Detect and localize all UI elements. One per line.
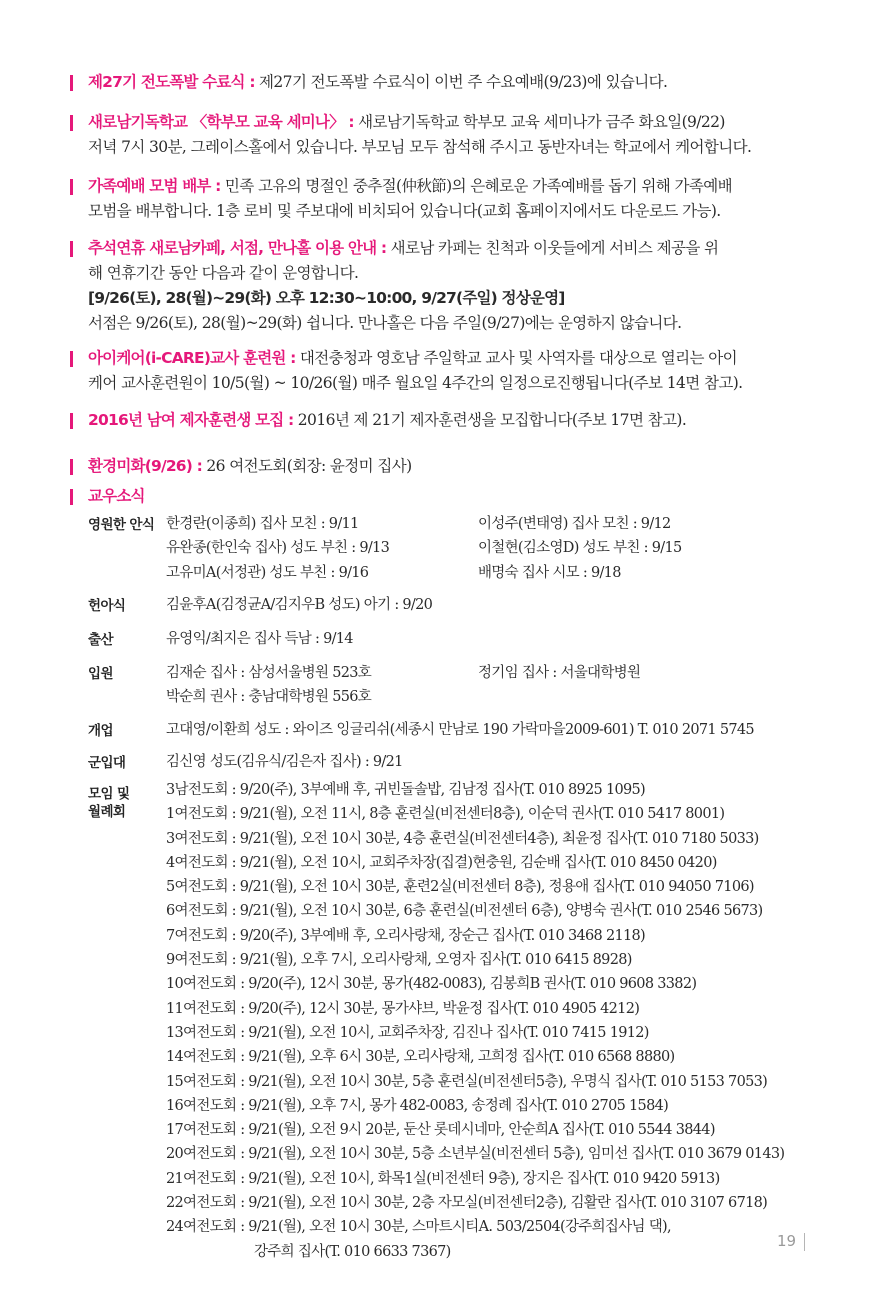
meeting-group-name: 17여전도회 [166, 1122, 237, 1139]
meeting-item [166, 1142, 784, 1166]
meeting-item [166, 875, 784, 899]
meeting-details: : 9/21(월), 오전 10시, 화목1실(비전센터 9층), 장지은 집사(T. 010 9420 5913) [236, 1170, 720, 1187]
dedication-text: 김윤후A(김정균A/김지우B 성도) 아기 : 9/20 [166, 597, 433, 613]
meeting-list [166, 778, 784, 1264]
meeting-group-name: 16여전도회 [166, 1097, 237, 1114]
notice-text: 26 여전도회(회장: 윤정미 집사) [206, 457, 412, 475]
meeting-details: : 9/21(월), 오후 7시, 몽가 482-0083, 송정례 집사(T. 010 2705 1584) [236, 1097, 669, 1114]
notice-parent-seminar [70, 110, 830, 160]
meeting-item [166, 1094, 784, 1118]
meeting-details: : 9/21(월), 오전 10시 30분, 4층 훈련실(비전센터4층), 최윤정 집사(T. 010 7180 5033) [227, 830, 759, 847]
notice-cleaning-duty [70, 454, 830, 479]
opening-text: 고대영/이환희 성도 : 와이즈 잉글리쉬(세종시 만남로 190 가락마을2009-601) T. 010 2071 5745 [166, 722, 754, 738]
meeting-details: : 9/21(월), 오전 10시, 교회주차장, 김진나 집사(T. 010 7415 1912) [236, 1024, 649, 1041]
notice-holiday-operation [70, 236, 830, 336]
notice-family-worship [70, 174, 830, 224]
label-birth: 출산 [88, 632, 113, 648]
meeting-group-name: 1여전도회 [166, 806, 228, 823]
notice-title: 추석연휴 새로남카페, 서점, 만나홀 이용 안내 : [88, 239, 387, 257]
notice-icare-training [70, 346, 830, 396]
meeting-group-name: 3여전도회 [166, 830, 228, 847]
meeting-group-name: 3남전도회 [166, 782, 228, 798]
meeting-details: : 9/21(월), 오전 10시 30분, 훈련2실(비전센터 8층), 정용애 집사(T. 010 94050 7106) [227, 879, 754, 896]
notice-text: 해 연휴기간 동안 다음과 같이 운영합니다. [88, 264, 359, 282]
meeting-group-name: 15여전도회 [166, 1073, 237, 1090]
condolence-right-list [478, 512, 682, 585]
list-item: 박순희 권사 : 충남대학병원 556호 [166, 689, 372, 706]
page-number-divider [804, 1233, 805, 1251]
meeting-item [166, 827, 784, 851]
list-item: 한경란(이종희) 집사 모친 : 9/11 [166, 516, 359, 532]
notice-title: 2016년 남여 제자훈련생 모집 : [88, 411, 294, 429]
meeting-item [166, 851, 784, 875]
meeting-details: : 9/21(월), 오전 9시 20분, 둔산 롯데시네마, 안순희A 집사(T. 010 5544 3844) [236, 1122, 715, 1139]
notice-title: 새로남기독학교 〈학부모 교육 세미나〉 : [88, 113, 354, 131]
meeting-item [166, 1021, 784, 1045]
meeting-item [166, 948, 784, 972]
meeting-item [166, 997, 784, 1021]
label-meetings: 모임 및 월례회 [88, 786, 130, 820]
meeting-details: : 9/20(주), 3부예배 후, 귀빈돌솔밥, 김남정 집사(T. 010 8925 1095) [227, 782, 646, 798]
meeting-group-name: 13여전도회 [166, 1024, 237, 1041]
meeting-details-continued: 강주희 집사(T. 010 6633 7367) [254, 1243, 451, 1260]
meeting-details: : 9/20(주), 12시 30분, 몽가샤브, 박윤정 집사(T. 010 4905 4212) [236, 1000, 640, 1017]
notice-bar [70, 351, 73, 367]
meeting-item [166, 1045, 784, 1069]
meeting-item [166, 972, 784, 996]
notice-bar [70, 413, 73, 429]
notice-text: 케어 교사훈련원이 10/5(월) ~ 10/26(월) 매주 월요일 4주간의 일정으로진행됩니다(주보 14면 참고). [88, 374, 743, 392]
meeting-group-name: 7여전도회 [166, 927, 228, 944]
label-dedication: 헌아식 [88, 598, 126, 614]
notice-bar [70, 179, 73, 195]
meeting-group-name: 20여전도회 [166, 1146, 237, 1163]
notice-bar [70, 115, 73, 131]
birth-text: 유영익/최지은 집사 득남 : 9/14 [166, 631, 353, 647]
meeting-details: : 9/21(월), 오전 10시 30분, 5층 소년부실(비전센터 5층), 임미선 집사(T. 010 3679 0143) [236, 1146, 785, 1163]
meeting-details: : 9/21(월), 오전 10시 30분, 5층 훈련실(비전센터5층), 우명식 집사(T. 010 5153 7053) [236, 1073, 768, 1090]
meeting-item [166, 1070, 784, 1094]
list-item: 이철현(김소영D) 성도 부친 : 9/15 [478, 540, 682, 557]
list-item: 이성주(변태영) 집사 모친 : 9/12 [478, 516, 671, 532]
page-number: 19 [777, 1232, 797, 1250]
meeting-group-name: 9여전도회 [166, 952, 228, 969]
meeting-item [166, 802, 784, 826]
meeting-details: : 9/21(월), 오전 10시 30분, 스마트시티A. 503/2504(강주희집사님 댁), [236, 1219, 671, 1236]
notice-text: 저녁 7시 30분, 그레이스홀에서 있습니다. 부모님 모두 참석해 주시고 동반자녀는 학교에서 케어합니다. [88, 138, 752, 156]
notice-bar [70, 75, 73, 91]
section-member-news [70, 484, 830, 509]
meeting-group-name: 5여전도회 [166, 879, 228, 896]
meeting-item [166, 1118, 784, 1142]
notice-discipleship-recruit [70, 408, 830, 433]
meeting-item [166, 1191, 784, 1215]
meeting-details: : 9/21(월), 오전 10시, 교회주차장(집결)현충원, 김순배 집사(T. 010 8450 0420) [227, 854, 717, 871]
notice-text: 대전충청과 영호남 주일학교 교사 및 사역자를 대상으로 열리는 아이 [299, 349, 737, 367]
meeting-group-name: 22여전도회 [166, 1195, 237, 1212]
notice-bar [70, 489, 73, 505]
label-hospital: 입원 [88, 666, 113, 682]
list-item: 고유미A(서정관) 성도 부친 : 9/16 [166, 564, 369, 581]
meeting-group-name: 6여전도회 [166, 903, 228, 920]
meeting-details: : 9/21(월), 오전 10시 30분, 2층 자모실(비전센터2층), 김활란 집사(T. 010 3107 6718) [236, 1195, 768, 1212]
list-item: 김재순 집사 : 삼성서울병원 523호 [166, 665, 372, 681]
notice-text: 2016년 제 21기 제자훈련생을 모집합니다(주보 17면 참고). [297, 411, 687, 429]
notice-text: 제27기 전도폭발 수료식이 이번 주 수요예배(9/23)에 있습니다. [259, 73, 668, 91]
label-military: 군입대 [88, 755, 126, 771]
meeting-item [166, 899, 784, 923]
meeting-details: : 9/21(월), 오후 7시, 오리사랑채, 오영자 집사(T. 010 6415 8928) [227, 952, 632, 969]
meeting-group-name: 21여전도회 [166, 1170, 237, 1187]
meeting-group-name: 11여전도회 [166, 1000, 237, 1017]
notice-bar [70, 241, 73, 257]
list-item: 배명숙 집사 시모 : 9/18 [478, 564, 621, 581]
label-condolence: 영원한 안식 [88, 517, 155, 533]
notice-highlight: [9/26(토), 28(월)~29(화) 오후 12:30~10:00, 9/27(주일) 정상운영] [88, 289, 565, 307]
meeting-details: : 9/20(주), 3부예배 후, 오리사랑채, 장순근 집사(T. 010 3468 2118) [227, 927, 646, 944]
meeting-item [166, 778, 784, 802]
list-item: 유완종(한인숙 집사) 성도 부친 : 9/13 [166, 540, 390, 557]
notice-bar [70, 459, 73, 475]
notice-title: 환경미화(9/26) : [88, 457, 203, 475]
notice-text: 새로남기독학교 학부모 교육 세미나가 금주 화요일(9/22) [358, 113, 725, 131]
meeting-details: : 9/21(월), 오전 11시, 8층 훈련실(비전센터8층), 이순덕 권사(T. 010 5417 8001) [227, 806, 725, 823]
meeting-item [166, 1167, 784, 1191]
meeting-group-name: 14여전도회 [166, 1049, 237, 1066]
meeting-details: : 9/21(월), 오전 10시 30분, 6층 훈련실(비전센터 6층), 양병숙 권사(T. 010 2546 5673) [227, 903, 763, 920]
meeting-group-name: 24여전도회 [166, 1219, 237, 1236]
label-opening: 개업 [88, 723, 113, 739]
notice-title: 가족예배 모범 배부 : [88, 177, 221, 195]
meeting-item [166, 924, 784, 948]
condolence-left-list [166, 512, 389, 585]
notice-title: 아이케어(i-CARE)교사 훈련원 : [88, 349, 296, 367]
hospital-left-list [166, 661, 371, 710]
meeting-details: : 9/20(주), 12시 30분, 몽가(482-0083), 김봉희B 권사(T. 010 9608 3382) [236, 976, 697, 993]
notice-title: 제27기 전도폭발 수료식 : [88, 73, 255, 91]
meeting-group-name: 10여전도회 [166, 976, 237, 993]
notice-text: 민족 고유의 명절인 중추절(仲秋節)의 은혜로운 가족예배를 돕기 위해 가족예배 [224, 177, 732, 195]
meeting-details: : 9/21(월), 오후 6시 30분, 오리사랑채, 고희정 집사(T. 010 6568 8880) [236, 1049, 675, 1066]
hospital-right-list [478, 661, 640, 685]
meeting-group-name: 4여전도회 [166, 854, 228, 871]
military-text: 김신영 성도(김유식/김은자 집사) : 9/21 [166, 754, 403, 770]
notice-text: 서점은 9/26(토), 28(월)~29(화) 쉽니다. 만나홀은 다음 주일(9/27)에는 운영하지 않습니다. [88, 314, 682, 332]
notice-text: 모범을 배부합니다. 1층 로비 및 주보대에 비치되어 있습니다(교회 홈페이지에서도 다운로드 가능). [88, 202, 721, 220]
list-item: 정기임 집사 : 서울대학병원 [478, 665, 641, 681]
notice-text: 새로남 카페는 친척과 이웃들에게 서비스 제공을 위 [390, 239, 719, 257]
section-title: 교우소식 [88, 487, 145, 505]
notice-evangelism-graduation [70, 70, 830, 95]
meeting-item [166, 1215, 784, 1264]
